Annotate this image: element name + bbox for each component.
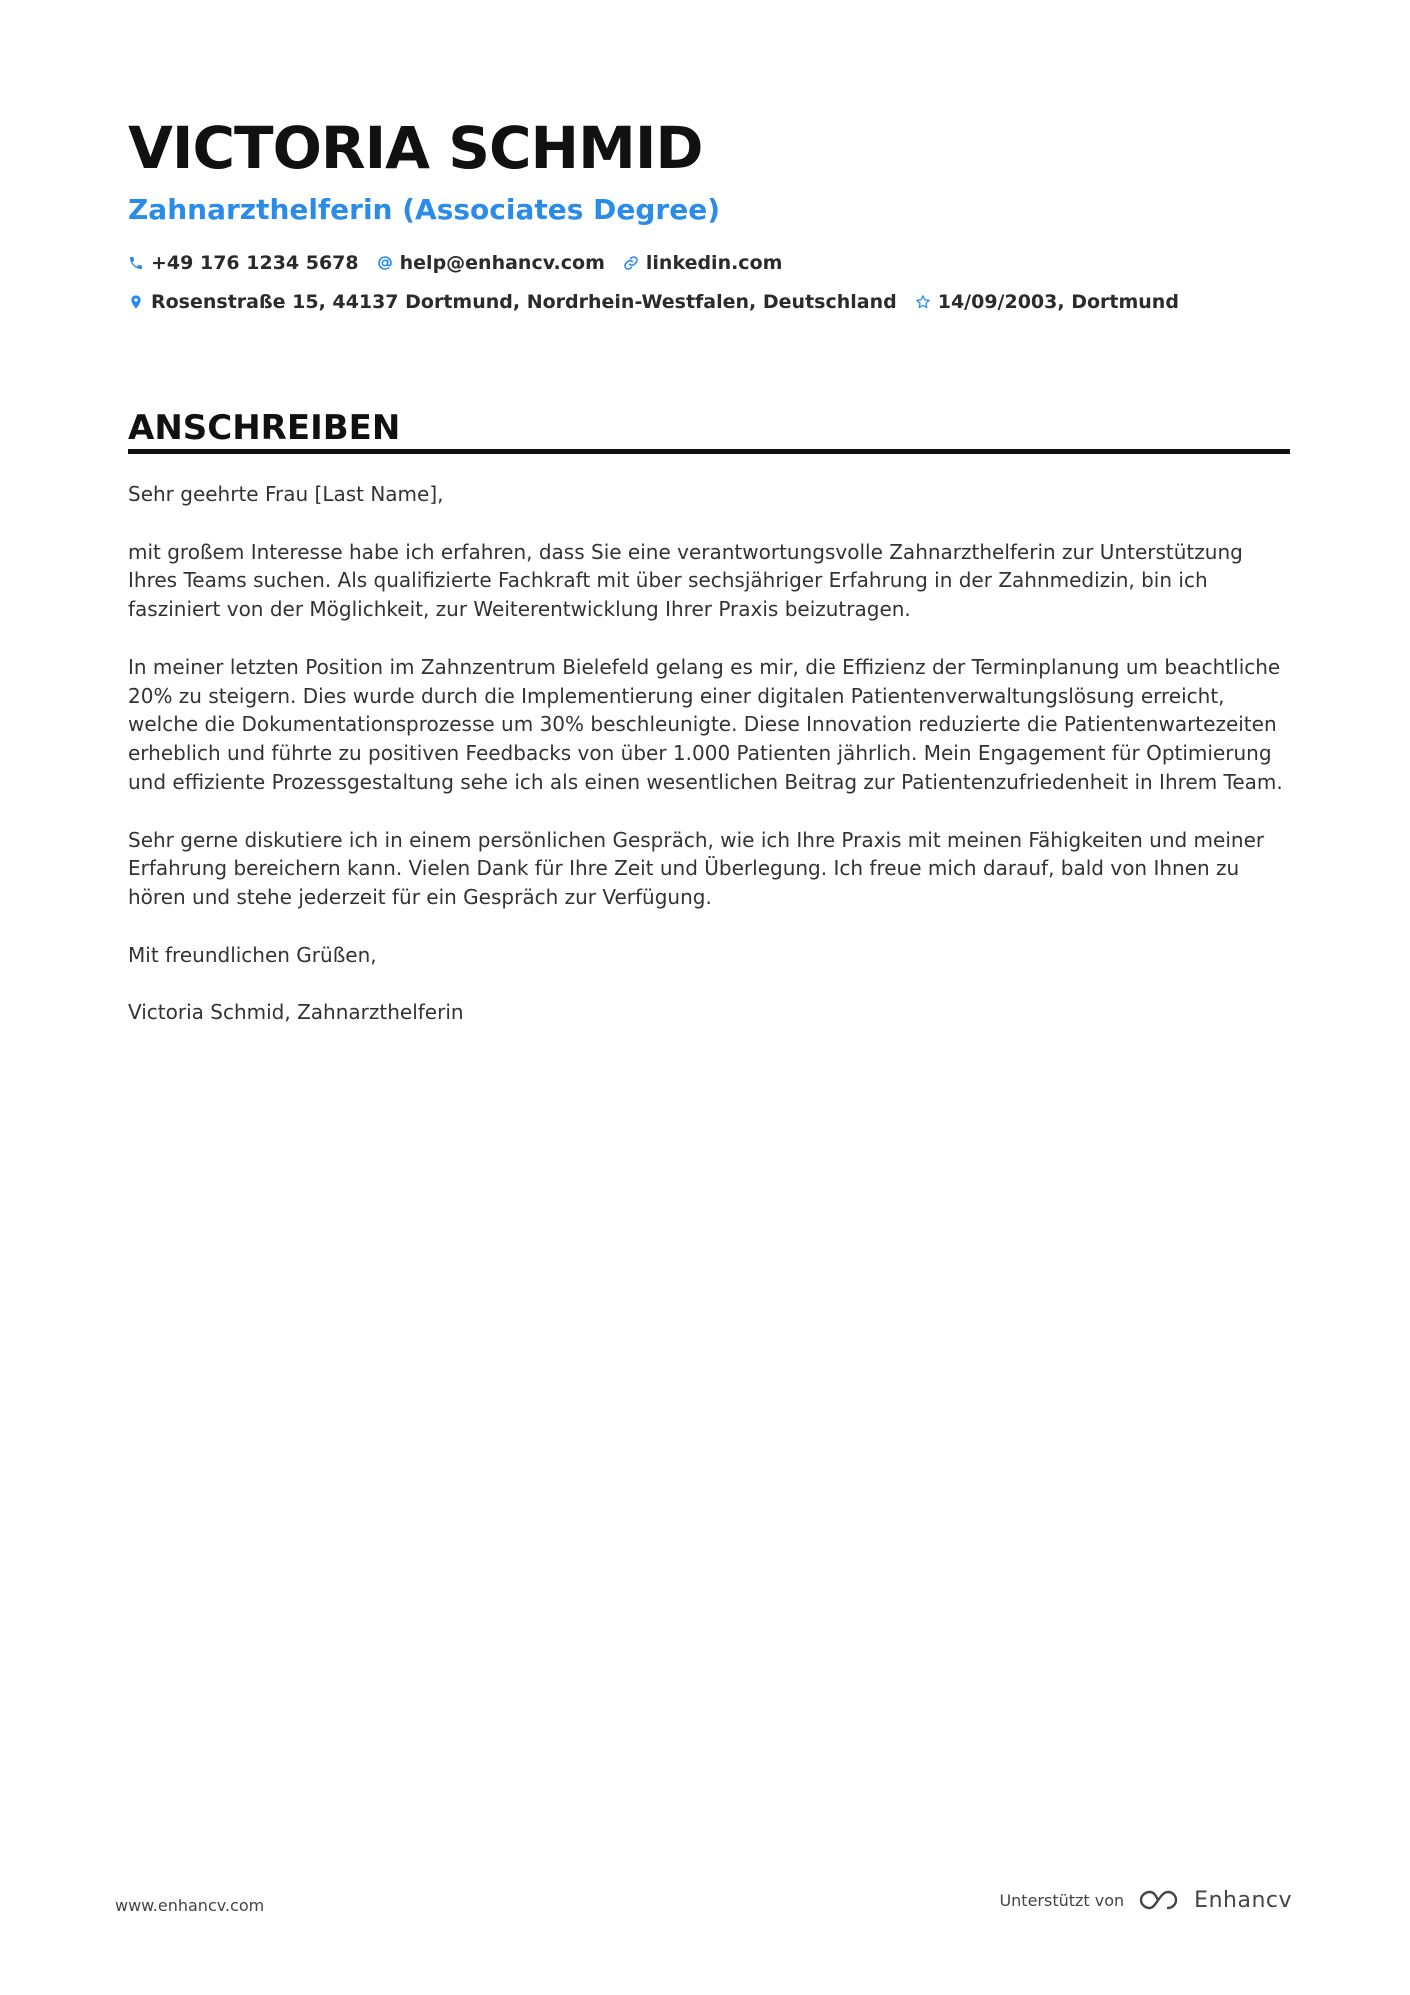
- enhancv-logo-icon: [1136, 1886, 1184, 1914]
- contact-phone: [128, 252, 359, 274]
- footer-website[interactable]: www.enhancv.com: [115, 1896, 265, 1915]
- letter-salutation: Sehr geehrte Frau [Last Name],: [128, 482, 444, 506]
- contact-row-primary: [128, 252, 800, 274]
- letter-body: [128, 480, 1293, 1056]
- link-icon: [623, 255, 639, 271]
- contact-linkedin[interactable]: [623, 252, 783, 274]
- contact-address: [128, 291, 897, 313]
- at-icon: [377, 255, 393, 271]
- email-text: help@enhancv.com: [399, 252, 605, 274]
- footer-branding: [999, 1886, 1292, 1914]
- phone-text: +49 176 1234 5678: [151, 252, 359, 274]
- section-title: ANSCHREIBEN: [128, 408, 401, 448]
- location-pin-icon: [128, 294, 144, 310]
- contact-email[interactable]: [377, 252, 605, 274]
- section-divider: [128, 449, 1290, 454]
- linkedin-text: linkedin.com: [645, 252, 783, 274]
- contact-birth: [915, 291, 1179, 313]
- letter-paragraph: mit großem Interesse habe ich erfahren, dass Sie eine verantwortungsvolle Zahnarzthelferin zur Unterstützung Ihres Teams suchen. Als qualifizierte Fachkraft mit über sechsjähriger Erfahrung in der Zahnmedizin, bin ich fasziniert von der Möglichkeit, zur Weiterentwicklung Ihrer Praxis beizutragen.: [128, 539, 1243, 622]
- letter-signature: Victoria Schmid, Zahnarzthelferin: [128, 1000, 464, 1025]
- star-icon: [915, 294, 931, 310]
- letter-closing: Mit freundlichen Grüßen,: [128, 942, 377, 967]
- address-text: Rosenstraße 15, 44137 Dortmund, Nordrhein-Westfalen, Deutschland: [151, 291, 897, 313]
- applicant-name: VICTORIA SCHMID: [128, 114, 703, 182]
- brand-wordmark: Enhancv: [1194, 1887, 1292, 1913]
- applicant-headline: Zahnarzthelferin (Associates Degree): [128, 193, 721, 226]
- powered-by-label: Unterstützt von: [999, 1890, 1125, 1910]
- phone-icon: [128, 255, 144, 271]
- letter-paragraph: In meiner letzten Position im Zahnzentrum Bielefeld gelang es mir, die Effizienz der Terminplanung um beachtliche 20% zu steigern. Dies wurde durch die Implementierung einer digitalen Patientenverwaltungslösung erreicht, welche die Dokumentationsprozesse um 30% beschleunigte. Diese Innovation reduzierte die Patientenwartezeiten erheblich und führte zu positiven Feedbacks von über 1.000 Patienten jährlich. Mein Engagement für Optimierung und effiziente Prozessgestaltung sehe ich als einen wesentlichen Beitrag zur Patientenzufriedenheit in Ihrem Team.: [128, 654, 1283, 794]
- brand-logo[interactable]: [1136, 1886, 1292, 1914]
- letter-paragraph: Sehr gerne diskutiere ich in einem persönlichen Gespräch, wie ich Ihre Praxis mit meinen Fähigkeiten und meiner Erfahrung bereichern kann. Vielen Dank für Ihre Zeit und Überlegung. Ich freue mich darauf, bald von Ihnen zu hören und stehe jederzeit für ein Gespräch zur Verfügung.: [128, 827, 1265, 910]
- birth-text: 14/09/2003, Dortmund: [937, 291, 1179, 313]
- contact-row-secondary: [128, 291, 1197, 313]
